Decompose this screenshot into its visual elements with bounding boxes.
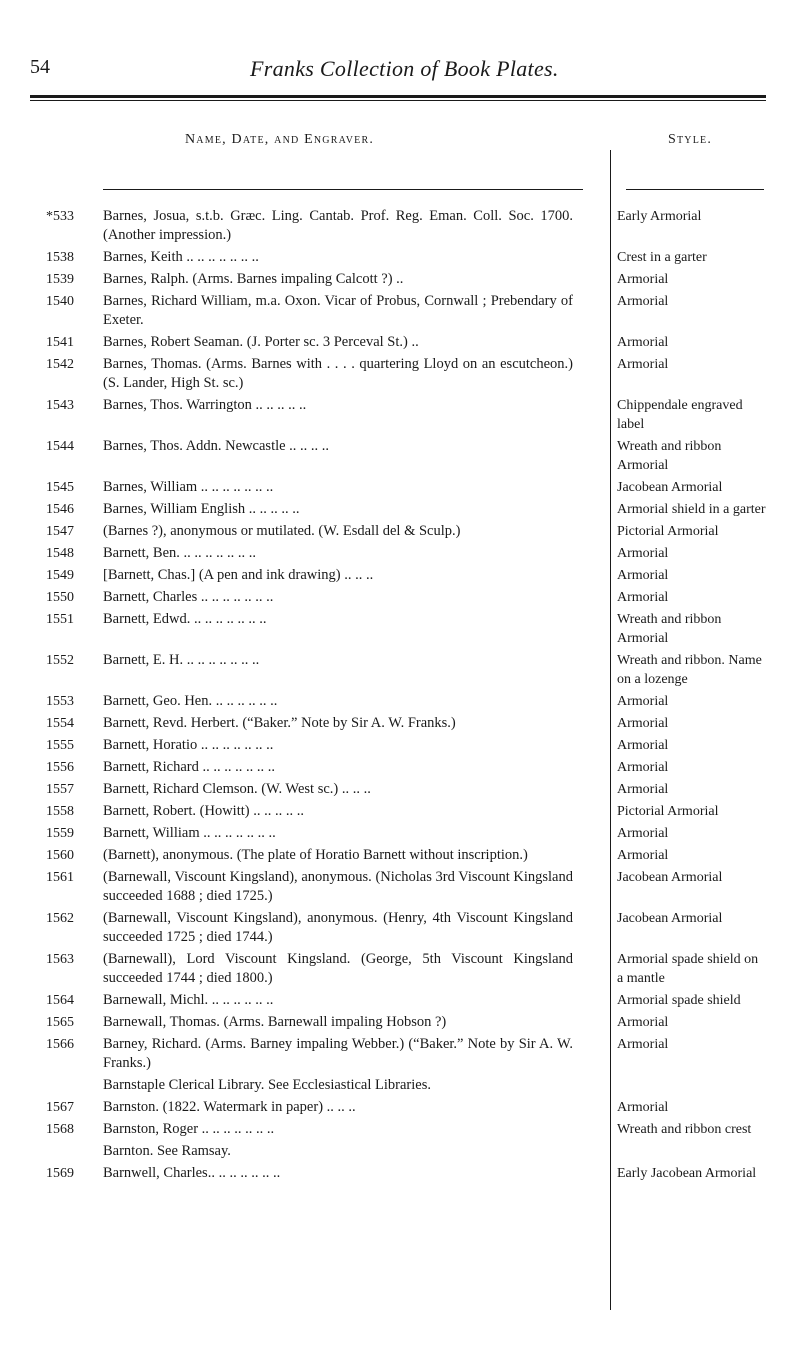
entry-name: Barnes, Keith .. .. .. .. .. .. .. — [103, 249, 259, 265]
entry-style: Armorial — [617, 694, 669, 709]
entry-style: Armorial — [617, 357, 669, 372]
entry-number: 1542 — [46, 357, 74, 372]
entry-name: Barnett, Richard Clemson. (W. West sc.) .. .. .. — [103, 781, 371, 797]
table-row — [30, 522, 770, 541]
entry-number: 1553 — [46, 694, 74, 709]
table-row — [30, 437, 770, 475]
table-row — [30, 1120, 770, 1139]
table-row — [30, 1035, 770, 1073]
entry-style: Pictorial Armorial — [617, 804, 719, 819]
table-row — [30, 207, 770, 245]
table-row — [30, 544, 770, 563]
entry-style: Pictorial Armorial — [617, 524, 719, 539]
entry-number: *533 — [46, 209, 74, 224]
entry-style: Armorial — [617, 760, 669, 775]
entry-name: Barnston, Roger .. .. .. .. .. .. .. — [103, 1121, 275, 1137]
entry-style: Jacobean Armorial — [617, 911, 723, 926]
row-gap — [30, 1183, 770, 1186]
table-row — [30, 692, 770, 711]
entry-name: Barnett, Robert. (Howitt) .. .. .. .. .. — [103, 803, 304, 819]
entry-style: Jacobean Armorial — [617, 480, 723, 495]
entry-number: 1539 — [46, 272, 74, 287]
table-row — [30, 802, 770, 821]
entry-name: (Barnes ?), anonymous or mutilated. (W. Esdall del & Sculp.) — [103, 523, 461, 539]
entry-name: Barnett, Ben. .. .. .. .. .. .. .. — [103, 545, 257, 561]
entry-style: Early Jacobean Armorial — [617, 1166, 757, 1181]
entry-style: Wreath and ribbon. Name on a lozenge — [617, 653, 762, 687]
entry-number: 1546 — [46, 502, 74, 517]
table-row — [30, 1142, 770, 1161]
entry-style: Armorial — [617, 272, 669, 287]
entry-name: Barnes, Thomas. (Arms. Barnes with . . . . quartering Lloyd on an escutcheon.) (S. Lander, High St. sc.) — [103, 356, 573, 391]
table-row — [30, 758, 770, 777]
table-row — [30, 1076, 770, 1095]
entry-name: [Barnett, Chas.] (A pen and ink drawing) .. .. .. — [103, 567, 374, 583]
table-row — [30, 396, 770, 434]
entry-name: Barnes, Thos. Warrington .. .. .. .. .. — [103, 397, 307, 413]
entry-style: Wreath and ribbon crest — [617, 1122, 752, 1137]
entry-name: Barnes, Robert Seaman. (J. Porter sc. 3 Perceval St.) .. — [103, 334, 419, 350]
entry-style: Chippendale engraved label — [617, 398, 743, 432]
entry-style: Armorial shield in a garter — [617, 502, 766, 517]
entry-number: 1560 — [46, 848, 74, 863]
entry-name: Barney, Richard. (Arms. Barney impaling Webber.) (“Baker.” Note by Sir A. W. Franks.) — [103, 1036, 573, 1071]
entry-name: Barnett, Richard .. .. .. .. .. .. .. — [103, 759, 275, 775]
entry-name: Barnett, Edwd. .. .. .. .. .. .. .. — [103, 611, 267, 627]
header-underline-right — [626, 189, 764, 190]
entry-name: Barnstaple Clerical Library. See Ecclesiastical Libraries. — [103, 1077, 431, 1093]
entry-number: 1550 — [46, 590, 74, 605]
entry-style: Armorial — [617, 716, 669, 731]
entry-name: Barnett, William .. .. .. .. .. .. .. — [103, 825, 276, 841]
entry-style: Armorial — [617, 738, 669, 753]
entry-style: Armorial spade shield on a mantle — [617, 952, 759, 986]
entry-number: 1564 — [46, 993, 74, 1008]
entry-style: Armorial — [617, 568, 669, 583]
table-row — [30, 1098, 770, 1117]
table-row — [30, 824, 770, 843]
entry-style: Armorial spade shield — [617, 993, 741, 1008]
entry-name: (Barnewall), Lord Viscount Kingsland. (George, 5th Viscount Kingsland succeeded 1744 ; died 1800.) — [103, 951, 573, 986]
entry-number: 1568 — [46, 1122, 74, 1137]
entry-name: Barnston. (1822. Watermark in paper) .. .. .. — [103, 1099, 356, 1115]
table-row — [30, 610, 770, 648]
entry-number: 1555 — [46, 738, 74, 753]
entry-number: 1544 — [46, 439, 74, 454]
entry-number: 1559 — [46, 826, 74, 841]
entry-style: Armorial — [617, 826, 669, 841]
entry-number: 1561 — [46, 870, 74, 885]
table-row — [30, 909, 770, 947]
entry-number: 1549 — [46, 568, 74, 583]
entry-number: 1548 — [46, 546, 74, 561]
entry-number: 1543 — [46, 398, 74, 413]
entry-name: Barnton. See Ramsay. — [103, 1143, 231, 1159]
table-row — [30, 950, 770, 988]
column-header-name: Name, Date, and Engraver. — [185, 132, 375, 147]
table-row — [30, 500, 770, 519]
entry-style: Armorial — [617, 1015, 669, 1030]
entry-name: Barnewall, Thomas. (Arms. Barnewall impaling Hobson ?) — [103, 1014, 447, 1030]
column-header-style: Style. — [668, 132, 713, 147]
entry-number: 1554 — [46, 716, 74, 731]
table-row — [30, 270, 770, 289]
table-row — [30, 333, 770, 352]
entry-name: Barnett, Geo. Hen. .. .. .. .. .. .. — [103, 693, 278, 709]
entry-number: 1547 — [46, 524, 74, 539]
entry-style: Early Armorial — [617, 209, 702, 224]
table-row — [30, 292, 770, 330]
entry-name: Barnett, Revd. Herbert. (“Baker.” Note by Sir A. W. Franks.) — [103, 715, 456, 731]
running-title: Franks Collection of Book Plates. — [250, 56, 559, 81]
entry-style: Armorial — [617, 294, 669, 309]
entry-number: 1566 — [46, 1037, 74, 1052]
entry-number: 1552 — [46, 653, 74, 668]
table-row — [30, 736, 770, 755]
entry-number: 1540 — [46, 294, 74, 309]
entry-style: Jacobean Armorial — [617, 870, 723, 885]
table-row — [30, 1013, 770, 1032]
table-row — [30, 780, 770, 799]
entry-style: Armorial — [617, 848, 669, 863]
table-row — [30, 868, 770, 906]
entry-name: (Barnett), anonymous. (The plate of Horatio Barnett without inscription.) — [103, 847, 528, 863]
table-row — [30, 478, 770, 497]
header-rule-thick — [30, 95, 766, 98]
entry-number: 1551 — [46, 612, 74, 627]
entry-style: Armorial — [617, 1037, 669, 1052]
entry-style: Armorial — [617, 335, 669, 350]
entry-number: 1567 — [46, 1100, 74, 1115]
entry-style: Wreath and ribbon Armorial — [617, 612, 722, 646]
entry-name: Barnett, E. H. .. .. .. .. .. .. .. — [103, 652, 260, 668]
entry-name: Barnett, Horatio .. .. .. .. .. .. .. — [103, 737, 274, 753]
entry-style: Armorial — [617, 1100, 669, 1115]
table-row — [30, 714, 770, 733]
entry-number: 1557 — [46, 782, 74, 797]
table-row — [30, 1164, 770, 1183]
entry-name: Barnett, Charles .. .. .. .. .. .. .. — [103, 589, 274, 605]
entry-name: (Barnewall, Viscount Kingsland), anonymous. (Henry, 4th Viscount Kingsland succeeded 1725 ; died 1744.) — [103, 910, 573, 945]
entry-number: 1538 — [46, 250, 74, 265]
table-row — [30, 566, 770, 585]
entry-style: Armorial — [617, 546, 669, 561]
entry-style: Armorial — [617, 782, 669, 797]
entry-name: Barnes, Ralph. (Arms. Barnes impaling Calcott ?) .. — [103, 271, 404, 287]
entry-number: 1562 — [46, 911, 74, 926]
entry-name: Barnes, Thos. Addn. Newcastle .. .. .. .. — [103, 438, 330, 454]
table-row — [30, 355, 770, 393]
entry-number: 1558 — [46, 804, 74, 819]
header-underline-left — [103, 189, 583, 190]
entry-style: Crest in a garter — [617, 250, 707, 265]
header-rule-thin — [30, 100, 766, 101]
entry-number: 1541 — [46, 335, 74, 350]
table-row — [30, 588, 770, 607]
entry-number: 1563 — [46, 952, 74, 967]
page-number: 54 — [30, 56, 50, 78]
entry-name: Barnes, William .. .. .. .. .. .. .. — [103, 479, 274, 495]
entry-name: Barnes, Richard William, m.a. Oxon. Vicar of Probus, Cornwall ; Prebendary of Exeter. — [103, 293, 573, 328]
entry-number: 1569 — [46, 1166, 74, 1181]
table-row — [30, 991, 770, 1010]
entry-number: 1556 — [46, 760, 74, 775]
entry-name: Barnewall, Michl. .. .. .. .. .. .. — [103, 992, 274, 1008]
entries-table — [30, 207, 770, 1186]
table-row — [30, 651, 770, 689]
entry-name: (Barnewall, Viscount Kingsland), anonymous. (Nicholas 3rd Viscount Kingsland succeeded 1688 ; died 1725.) — [103, 869, 573, 904]
entry-number: 1545 — [46, 480, 74, 495]
entry-name: Barnes, William English .. .. .. .. .. — [103, 501, 300, 517]
table-row — [30, 846, 770, 865]
entry-number: 1565 — [46, 1015, 74, 1030]
entry-style: Wreath and ribbon Armorial — [617, 439, 722, 473]
entry-style: Armorial — [617, 590, 669, 605]
entry-name: Barnwell, Charles.. .. .. .. .. .. .. — [103, 1165, 281, 1181]
entry-name: Barnes, Josua, s.t.b. Græc. Ling. Cantab. Prof. Reg. Eman. Coll. Soc. 1700. (Another impression.) — [103, 208, 573, 243]
table-row — [30, 248, 770, 267]
